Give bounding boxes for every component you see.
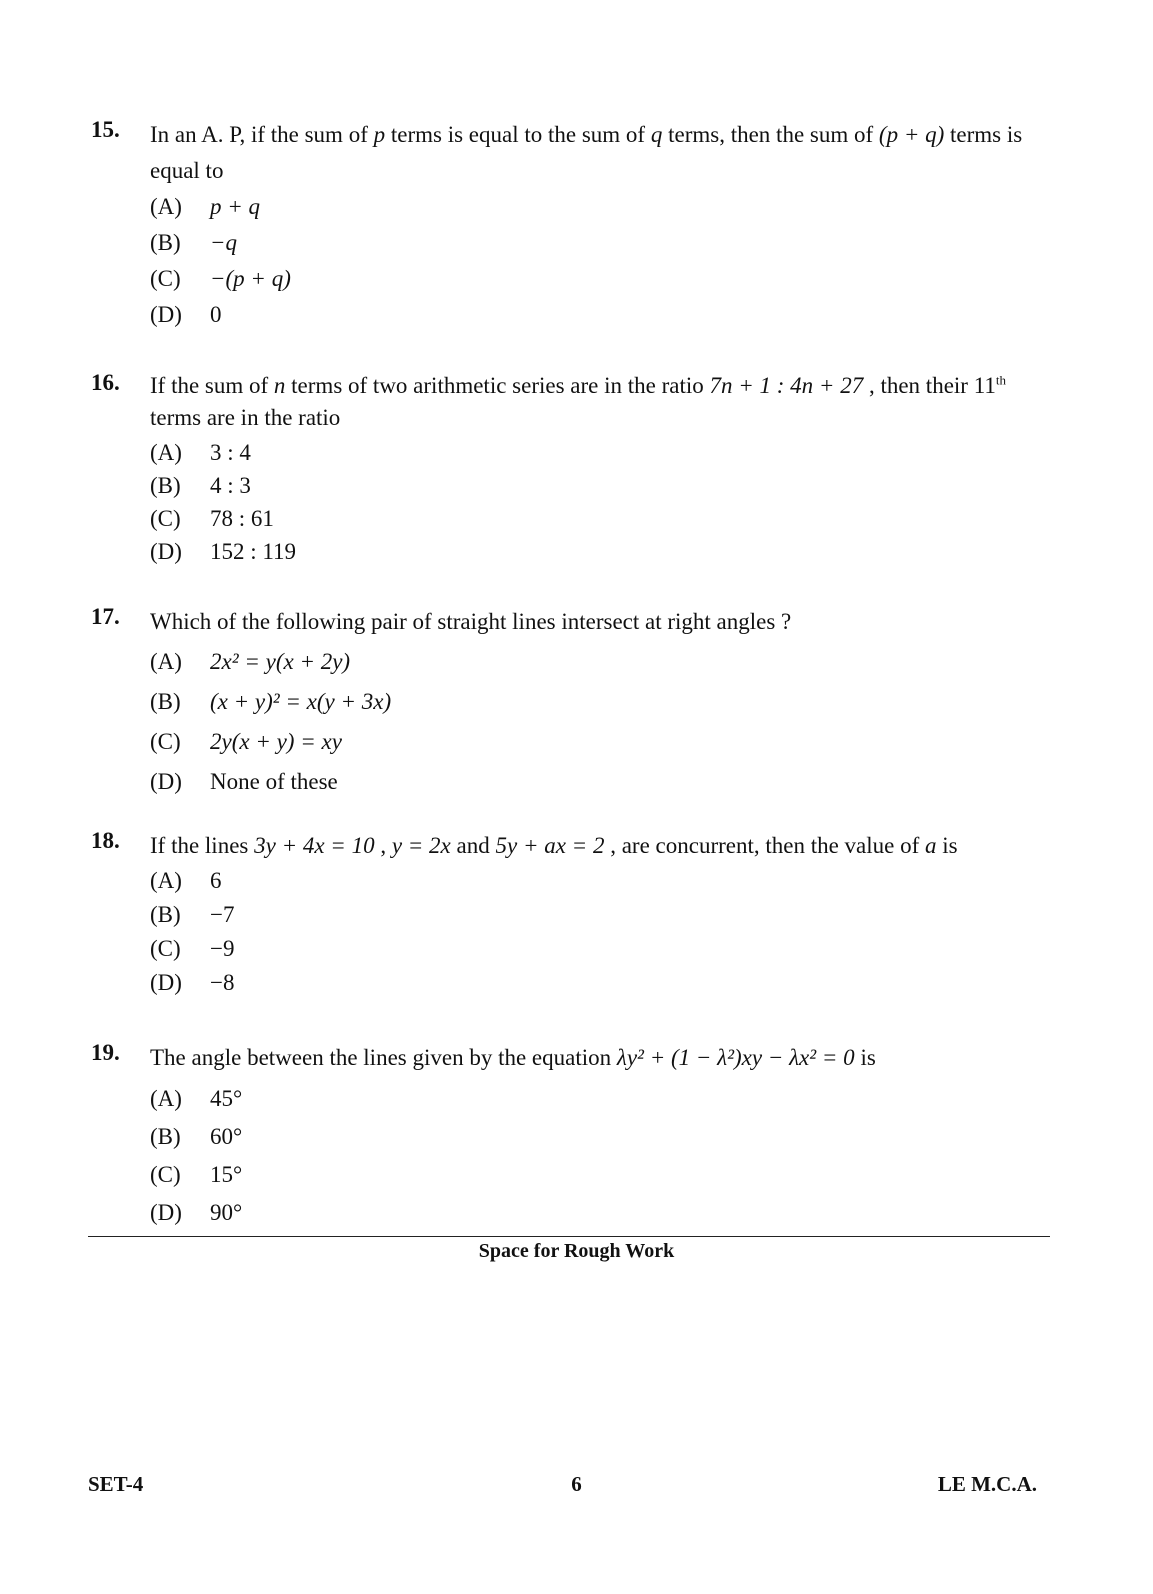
option-a: (A) 2x² = y(x + 2y) bbox=[150, 649, 351, 674]
option-a: (A) 3 : 4 bbox=[150, 440, 251, 465]
option-c: (C) 78 : 61 bbox=[150, 506, 274, 531]
footer-page-number: 6 bbox=[571, 1472, 582, 1496]
option-d: (D) −8 bbox=[150, 970, 235, 995]
option-b: (B) 60° bbox=[150, 1124, 243, 1149]
question-number: 15. bbox=[91, 117, 120, 142]
question-number: 17. bbox=[91, 604, 120, 629]
question-stem: The angle between the lines given by the equation λy² + (1 − λ²)xy − λx² = 0 is bbox=[150, 1045, 876, 1070]
footer-set: SET-4 bbox=[88, 1472, 144, 1496]
options-list bbox=[150, 864, 1051, 1000]
option-c: (C) 2y(x + y) = xy bbox=[150, 729, 342, 754]
option-d: (D) 152 : 119 bbox=[150, 539, 297, 564]
question-stem: If the lines 3y + 4x = 10 , y = 2x and 5y + ax = 2 , are concurrent, then the value of a is bbox=[150, 833, 958, 858]
question-15 bbox=[91, 117, 1051, 333]
option-c: (C) 15° bbox=[150, 1162, 243, 1187]
option-c: (C) −(p + q) bbox=[150, 266, 291, 291]
question-stem: In an A. P, if the sum of p terms is equal to the sum of q terms, then the sum of (p + q) terms is equal to bbox=[150, 122, 1023, 183]
option-b: (B) −7 bbox=[150, 902, 235, 927]
option-b: (B) (x + y)² = x(y + 3x) bbox=[150, 689, 392, 714]
option-c: (C) −9 bbox=[150, 936, 235, 961]
question-18 bbox=[91, 828, 1051, 1000]
option-a: (A) 6 bbox=[150, 868, 222, 893]
rough-work-heading: Space for Rough Work bbox=[478, 1240, 675, 1262]
divider-line bbox=[88, 1236, 1050, 1237]
question-stem: Which of the following pair of straight lines intersect at right angles ? bbox=[150, 609, 792, 634]
options-list bbox=[150, 1080, 1051, 1232]
options-list bbox=[150, 642, 1051, 802]
option-b: (B) 4 : 3 bbox=[150, 473, 251, 498]
option-b: (B) −q bbox=[150, 230, 238, 255]
question-19 bbox=[91, 1040, 1051, 1232]
question-16 bbox=[91, 370, 1051, 568]
options-list bbox=[150, 436, 1051, 568]
option-d: (D) 90° bbox=[150, 1200, 243, 1225]
question-number: 18. bbox=[91, 828, 120, 853]
option-a: (A) p + q bbox=[150, 194, 261, 219]
question-number: 19. bbox=[91, 1040, 120, 1065]
option-d: (D) 0 bbox=[150, 302, 222, 327]
question-stem: If the sum of n terms of two arithmetic series are in the ratio 7n + 1 : 4n + 27 , then their 11th terms are in the ratio bbox=[150, 372, 1006, 430]
question-17 bbox=[91, 604, 1051, 802]
options-list bbox=[150, 189, 1051, 333]
option-a: (A) 45° bbox=[150, 1086, 243, 1111]
question-number: 16. bbox=[91, 370, 120, 395]
option-d: (D) None of these bbox=[150, 769, 338, 794]
footer-exam-name: LE M.C.A. bbox=[937, 1472, 1037, 1496]
